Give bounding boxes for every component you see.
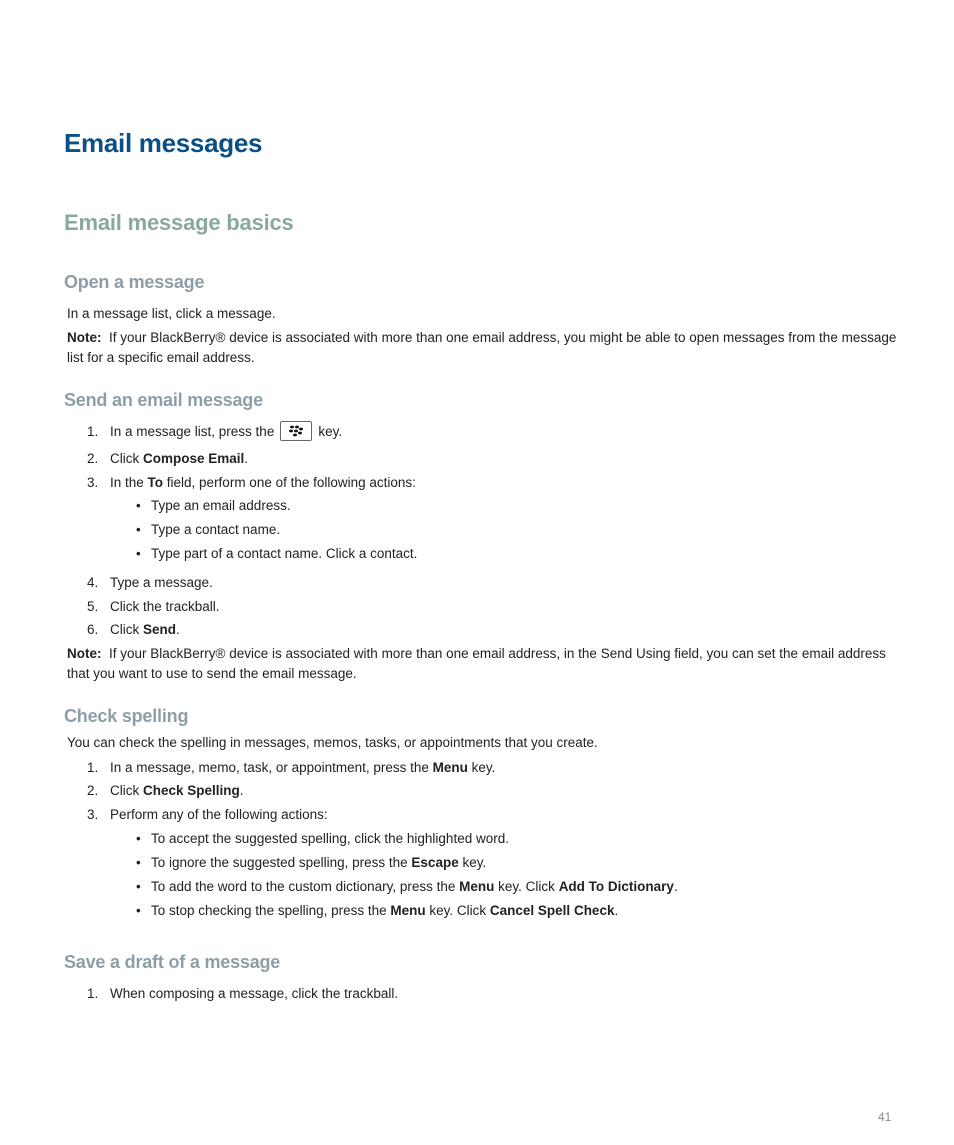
subheading-open-message: Open a message — [64, 272, 205, 292]
subheading-check-spelling: Check spelling — [64, 706, 189, 726]
bullet: • — [136, 879, 141, 894]
step-text: In a message, memo, task, or appointment, press the Menu key. — [110, 760, 496, 775]
open-message-text: In a message list, click a message. — [67, 306, 276, 321]
bullet: • — [136, 903, 141, 918]
note-label: Note: — [67, 646, 102, 661]
step-number: 2. — [87, 783, 99, 798]
page-title: Email messages — [64, 128, 263, 158]
subheading-send-email: Send an email message — [64, 390, 263, 410]
step-number: 3. — [87, 807, 99, 822]
bullet-text: Type an email address. — [151, 498, 291, 513]
step-number: 3. — [87, 475, 99, 490]
bullet-text: Type part of a contact name. Click a contact. — [151, 546, 418, 561]
bullet: • — [136, 498, 141, 513]
step-number: 1. — [87, 424, 99, 439]
step-number: 6. — [87, 622, 99, 637]
bullet: • — [136, 546, 141, 561]
bullet-text: To accept the suggested spelling, click the highlighted word. — [151, 831, 509, 846]
step-number: 1. — [87, 986, 99, 1001]
bullet: • — [136, 522, 141, 537]
step-text: In the To field, perform one of the following actions: — [110, 475, 416, 490]
step-text: Type a message. — [110, 575, 213, 590]
step-text: Click Compose Email. — [110, 451, 249, 466]
step-text: Perform any of the following actions: — [110, 807, 328, 822]
step-text: Click Check Spelling. — [110, 783, 244, 798]
bullet-text: To ignore the suggested spelling, press the Escape key. — [151, 855, 487, 870]
step-text: Click the trackball. — [110, 599, 220, 614]
send-email-note — [67, 644, 897, 684]
bullet-text: To add the word to the custom dictionary, press the Menu key. Click Add To Dictionary. — [151, 879, 678, 894]
blackberry-menu-key-icon — [280, 421, 312, 441]
note-text: If your BlackBerry® device is associated with more than one email address, you might be able to open messages from the message list for a specific email address. — [67, 330, 897, 365]
bullet-text: Type a contact name. — [151, 522, 281, 537]
note-label: Note: — [67, 330, 102, 345]
step-text: In a message list, press the key. — [110, 422, 342, 442]
note-text: If your BlackBerry® device is associated with more than one email address, in the Send Using field, you can set the email address that you want to use to send the email message. — [67, 646, 886, 681]
step-number: 2. — [87, 451, 99, 466]
bullet: • — [136, 855, 141, 870]
step-number: 4. — [87, 575, 99, 590]
step-number: 5. — [87, 599, 99, 614]
step-number: 1. — [87, 760, 99, 775]
check-spelling-intro: You can check the spelling in messages, memos, tasks, or appointments that you create. — [67, 735, 598, 750]
page-number: 41 — [878, 1110, 892, 1124]
bullet-text: To stop checking the spelling, press the Menu key. Click Cancel Spell Check. — [151, 903, 619, 918]
bullet: • — [136, 831, 141, 846]
subheading-save-draft: Save a draft of a message — [64, 952, 281, 972]
section-heading: Email message basics — [64, 210, 294, 235]
open-message-note — [67, 328, 897, 368]
step-text: Click Send. — [110, 622, 180, 637]
step-text: When composing a message, click the trackball. — [110, 986, 399, 1001]
